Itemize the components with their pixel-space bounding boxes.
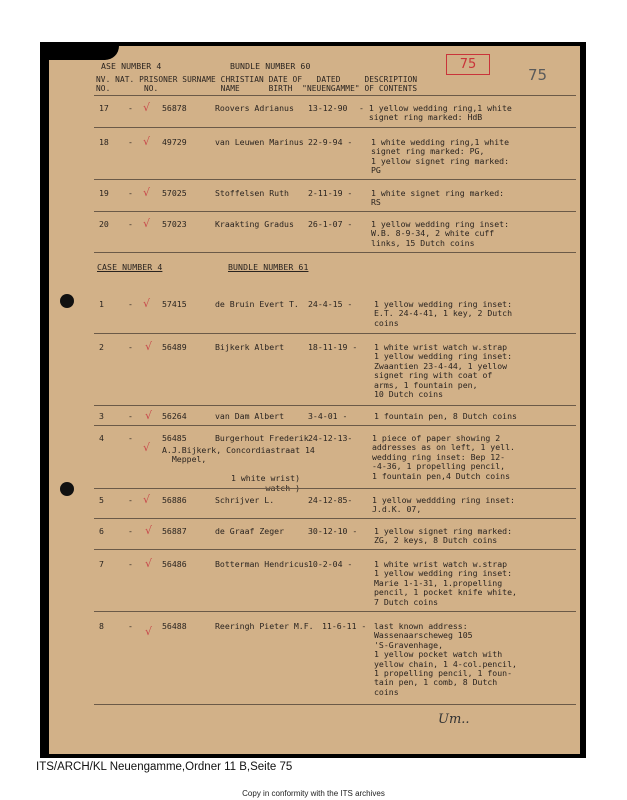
- prisoner-name: Stoffelsen Ruth: [215, 188, 289, 198]
- prisoner-no: 56878: [162, 103, 187, 113]
- case-number-label-2: CASE NUMBER 4: [97, 262, 163, 272]
- nat-no: -: [128, 526, 133, 536]
- page-stamp-number: 75: [446, 54, 490, 75]
- prisoner-no: 56264: [162, 411, 187, 421]
- row-rule: [94, 549, 576, 550]
- red-checkmark: √: [145, 524, 153, 537]
- red-checkmark: √: [143, 186, 151, 199]
- archive-reference: ITS/ARCH/KL Neuengamme,Ordner 11 B,Seite 75: [36, 761, 293, 773]
- prisoner-name: Botterman Hendricus: [215, 559, 309, 569]
- row-rule: [94, 611, 576, 612]
- row-rule: [94, 488, 576, 489]
- prisoner-no: 57415: [162, 299, 187, 309]
- bundle-number-label: BUNDLE NUMBER 60: [230, 61, 311, 71]
- nat-no: -: [128, 621, 133, 631]
- prisoner-name: van Dam Albert: [215, 411, 285, 421]
- red-checkmark: √: [143, 217, 151, 230]
- inv-no: 5: [99, 495, 104, 505]
- prisoner-name: Reeringh Pieter M.F.: [215, 621, 314, 631]
- nat-no: -: [128, 299, 133, 309]
- prisoner-no: 56886: [162, 495, 187, 505]
- nat-no: -: [128, 433, 133, 443]
- prisoner-name: Burgerhout Frederik: [215, 433, 309, 443]
- contents-description: 1 white wrist watch w.strap 1 yellow wedding ring inset: Marie 1-1-31, 1.propelling pencil, 1 pocket knife white, 7 Dutch coins: [374, 559, 517, 607]
- row-rule: [94, 405, 576, 406]
- header-rule: [94, 95, 576, 96]
- conformity-note: Copy in conformity with the ITS archives: [242, 789, 385, 798]
- birth-date: 3-4-01 -: [308, 411, 348, 421]
- inv-no: 20: [99, 219, 109, 229]
- prisoner-name: Schrijver L.: [215, 495, 275, 505]
- row-rule: [94, 179, 576, 180]
- prisoner-name: van Leuwen Marinus: [215, 137, 304, 147]
- contents-description: 1 white wedding ring,1 white signet ring marked: PG, 1 yellow signet ring marked: PG: [371, 137, 510, 176]
- prisoner-no: 57023: [162, 219, 187, 229]
- row-rule: [94, 518, 576, 519]
- red-checkmark: √: [143, 441, 151, 454]
- nat-no: -: [128, 219, 133, 229]
- red-checkmark: √: [145, 409, 153, 422]
- punch-hole: [60, 482, 74, 496]
- prisoner-name: Roovers Adrianus: [215, 103, 294, 113]
- red-checkmark: √: [145, 625, 153, 638]
- case-number-label: ASE NUMBER 4: [101, 61, 162, 71]
- row-rule: [94, 425, 576, 426]
- prisoner-name: de Bruin Evert T.: [215, 299, 299, 309]
- prisoner-no: 56485: [162, 433, 187, 443]
- nat-no: -: [128, 559, 133, 569]
- contents-description: 1 yellow weddding ring inset: J.d.K. 07,: [372, 495, 515, 515]
- red-checkmark: √: [145, 340, 153, 353]
- prisoner-no: 56488: [162, 621, 187, 631]
- column-headers-line2: NO. NO. NAME BIRTH "NEUENGAMME" OF CONTENTS: [96, 84, 418, 93]
- contents-description: 1 white wrist watch w.strap 1 yellow wedding ring inset: Zwaantien 23-4-44, 1 yellow signet ring with coat of arms, 1 fountain pen, 10 Dutch coins: [374, 342, 513, 400]
- column-headers-line1: NV. NAT. PRISONER SURNAME CHRISTIAN DATE OF DATED DESCRIPTION: [96, 75, 418, 84]
- contents-description: 1 yellow wedding ring inset: E.T. 24-4-41, 1 key, 2 Dutch coins: [374, 299, 513, 328]
- prisoner-name: Bijkerk Albert: [215, 342, 285, 352]
- inv-no: 2: [99, 342, 104, 352]
- birth-date: 18-11-19 -: [308, 342, 358, 352]
- signature: Um..: [438, 712, 470, 727]
- row-rule: [94, 127, 576, 128]
- punch-hole: [60, 294, 74, 308]
- row-rule: [94, 704, 576, 705]
- row-rule: [94, 333, 576, 334]
- inv-no: 4: [99, 433, 104, 443]
- red-checkmark: √: [143, 135, 151, 148]
- contents-description: last known address: Wassenaarscheweg 105 'S-Gravenhage, 1 yellow pocket watch with yellow chain, 1 4-col.pencil, 1 propelling pencil, 1 foun- tain pen, 1 comb, 8 Dutch coins: [374, 621, 517, 697]
- row-rule: [94, 211, 576, 212]
- row-rule: [94, 252, 576, 253]
- inv-no: 19: [99, 188, 109, 198]
- prisoner-no: 57025: [162, 188, 187, 198]
- nat-no: -: [128, 188, 133, 198]
- address-note: A.J.Bijkerk, Concordiastraat 14 Meppel, 1 white wrist): [162, 445, 315, 484]
- birth-date: 2-11-19 -: [308, 188, 353, 198]
- inv-no: 7: [99, 559, 104, 569]
- inv-no: 6: [99, 526, 104, 536]
- contents-description: 1 piece of paper showing 2 addresses as on left, 1 yell. wedding ring inset: Bep 12- -4-36, 1 propelling pencil, 1 fountain pen,4 Dutch coins: [372, 433, 515, 481]
- red-checkmark: √: [145, 557, 153, 570]
- prisoner-no: 56486: [162, 559, 187, 569]
- inv-no: 1: [99, 299, 104, 309]
- bundle-number-label-2: BUNDLE NUMBER 61: [228, 262, 309, 272]
- prisoner-no: 56489: [162, 342, 187, 352]
- pencil-number: 75: [528, 66, 548, 84]
- inv-no: 17: [99, 103, 109, 113]
- red-checkmark: √: [143, 297, 151, 310]
- birth-date: 24-12-13-: [308, 433, 353, 443]
- nat-no: -: [128, 137, 133, 147]
- inv-no: 3: [99, 411, 104, 421]
- nat-no: -: [128, 495, 133, 505]
- prisoner-name: de Graaf Zeger: [215, 526, 285, 536]
- torn-corner: [49, 46, 119, 60]
- prisoner-no: 56887: [162, 526, 187, 536]
- nat-no: -: [128, 342, 133, 352]
- contents-description: 1 yellow signet ring marked: ZG, 2 keys, 8 Dutch coins: [374, 526, 513, 546]
- contents-description: - 1 yellow wedding ring,1 white signet ring marked: HdB: [359, 103, 512, 123]
- red-checkmark: √: [143, 493, 151, 506]
- inv-no: 8: [99, 621, 104, 631]
- birth-date: 22-9-94 -: [308, 137, 353, 147]
- contents-description: 1 fountain pen, 8 Dutch coins: [374, 411, 517, 421]
- prisoner-name: Kraakting Gradus: [215, 219, 294, 229]
- birth-date: 26-1-07 -: [308, 219, 353, 229]
- birth-date: 11-6-11 -: [322, 621, 367, 631]
- birth-date: 24-12-85-: [308, 495, 353, 505]
- nat-no: -: [128, 103, 133, 113]
- birth-date: 13-12-90: [308, 103, 348, 113]
- contents-description: 1 yellow wedding ring inset: W.B. 8-9-34, 2 white cuff links, 15 Dutch coins: [371, 219, 510, 248]
- red-checkmark: √: [143, 101, 151, 114]
- inv-no: 18: [99, 137, 109, 147]
- nat-no: -: [128, 411, 133, 421]
- contents-description: 1 white signet ring marked: RS: [371, 188, 505, 208]
- birth-date: 24-4-15 -: [308, 299, 353, 309]
- birth-date: 30-12-10 -: [308, 526, 358, 536]
- birth-date: 10-2-04 -: [308, 559, 353, 569]
- prisoner-no: 49729: [162, 137, 187, 147]
